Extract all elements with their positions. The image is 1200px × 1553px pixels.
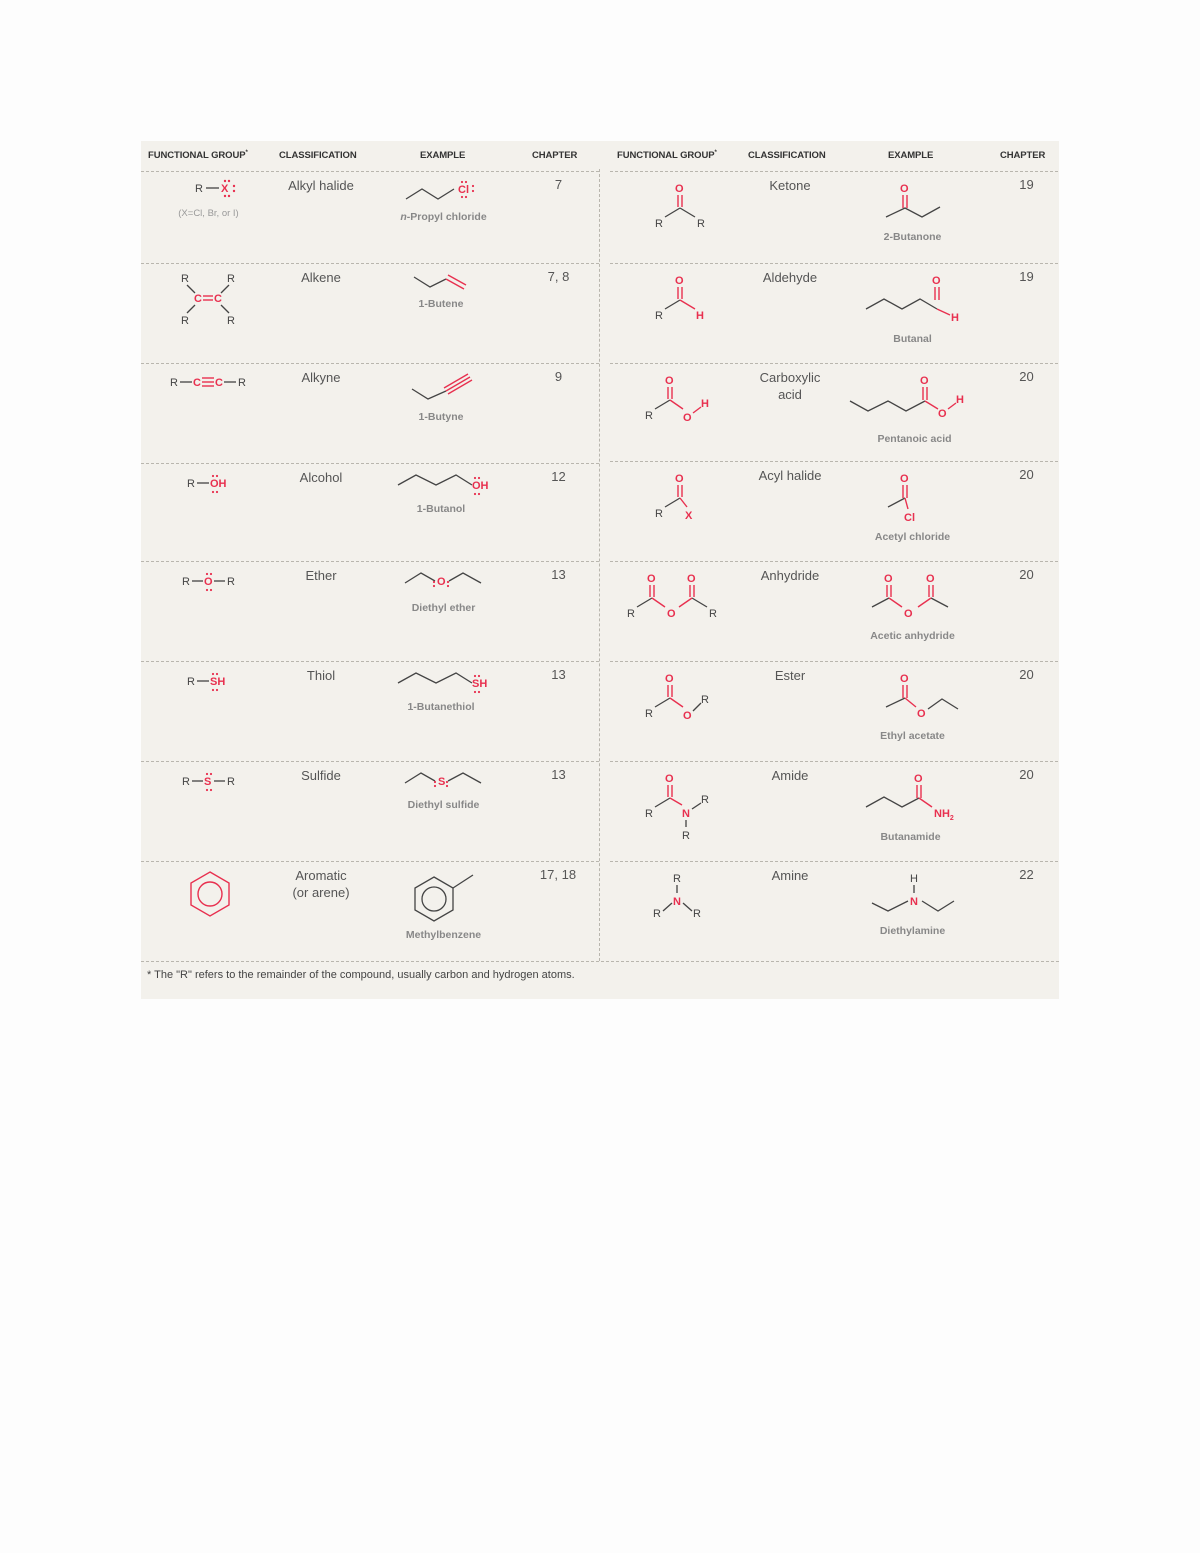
svg-text:O: O [665,375,674,387]
svg-text:NH2: $NH_2$ [934,808,954,822]
svg-text:X: X [221,183,229,195]
svg-text:C: C [214,293,222,305]
svg-text:OH: OH [210,478,227,490]
classification-label: Acyl halide [758,468,822,483]
svg-text:R: R [187,676,195,688]
classification-label: Ether [305,568,337,583]
svg-text:O: O [917,708,926,720]
svg-text:H: H [696,310,704,322]
header-functional-group: FUNCTIONAL GROUP* [617,150,717,162]
svg-text:O: O [900,673,909,685]
example-name: 1-Butanethiol [407,701,475,713]
chapter-number: 20 [1019,369,1034,384]
1-butanethiol-structure [396,665,506,695]
ketone-structure [645,175,715,231]
svg-text:R: R [697,218,705,230]
svg-text:R: R [227,315,235,327]
chapter-number: 13 [551,767,566,782]
anhydride-structure [625,565,735,625]
svg-text:C: C [193,377,201,389]
example-name: Acetic anhydride [870,630,955,642]
chapter-number: 17, 18 [539,867,577,882]
table-row [141,661,599,761]
svg-text:R: R [709,608,717,620]
svg-text:C: C [194,293,202,305]
chapter-number: 19 [1019,177,1034,192]
table-bottom-divider [141,961,1059,962]
chapter-number: 22 [1019,867,1034,882]
svg-text:X: X [685,510,693,522]
svg-text:R: R [181,273,189,285]
svg-text:O: O [667,608,676,620]
chapter-number: 13 [551,667,566,682]
svg-text:R: R [182,776,190,788]
table-row [141,263,599,363]
svg-text:O: O [914,773,923,785]
svg-text:O: O [900,473,909,485]
ether-structure [176,565,256,597]
footnote: * The "R" refers to the remainder of the compound, usually carbon and hydrogen atoms. [147,969,575,981]
example-name: Ethyl acetate [880,730,945,742]
header-functional-group: FUNCTIONAL GROUP* [148,150,248,162]
diethylamine-structure [870,865,970,921]
svg-text:O: O [900,183,909,195]
butanamide-structure [862,765,972,821]
header-classification: CLASSIFICATION [279,150,357,161]
thiol-structure [181,665,261,697]
methylbenzene-structure [409,867,489,923]
example-name: Diethyl sulfide [407,799,480,811]
svg-text:R: R [653,908,661,920]
pentanoic-acid-structure [850,367,980,427]
svg-text:O: O [904,608,913,620]
right-half [600,141,1058,961]
svg-text:O: O [926,573,935,585]
svg-text:SH: SH [210,676,226,688]
chapter-number: 20 [1019,767,1034,782]
classification-label: Alkene [301,270,341,285]
svg-text:R: R [195,183,203,195]
table-row [600,461,1058,561]
svg-text:R: R [227,776,235,788]
svg-text:R: R [238,377,246,389]
svg-text:O: O [204,576,213,588]
svg-text:C: C [215,377,223,389]
svg-text:O: O [884,573,893,585]
example-name: Pentanoic acid [877,433,952,445]
acetic-anhydride-structure [870,565,970,621]
svg-text:R: R [182,576,190,588]
alkyl-halide-structure [181,175,261,205]
svg-text:S: S [204,776,212,788]
classification-label: Sulfide [301,768,341,783]
classification-label: Thiol [306,668,336,683]
svg-text:R: R [682,830,690,842]
svg-text:H: H [701,398,709,410]
example-name: 1-Butene [418,298,464,310]
classification-label: Alkyl halide [288,178,354,193]
svg-text:S: S [438,776,446,788]
svg-text:O: O [675,183,684,195]
svg-text:O: O [932,275,941,287]
chapter-number: 12 [551,469,566,484]
sulfide-structure [176,765,256,797]
svg-text:SH: SH [472,678,488,690]
svg-text:O: O [687,573,696,585]
chapter-number: 20 [1019,467,1034,482]
n-propyl-chloride-structure [396,177,506,205]
chapter-number: 7 [554,177,563,192]
svg-text:R: R [187,478,195,490]
example-name: 2-Butanone [883,231,942,243]
diethyl-ether-structure [401,565,491,595]
classification-label: Amide [771,768,809,783]
svg-text:Cl: Cl [904,512,915,524]
header-chapter: CHAPTER [532,150,578,161]
svg-text:H: H [956,394,964,406]
svg-text:R: R [701,694,709,706]
svg-text:O: O [675,275,684,287]
svg-text:O: O [647,573,656,585]
classification-label: Ketone [769,178,811,193]
svg-text:R: R [170,377,178,389]
example-name: n-Propyl chloride [400,211,487,223]
classification-label: Alkyne [301,370,341,385]
example-name: Acetyl chloride [874,531,951,543]
ethyl-acetate-structure [880,665,970,721]
chapter-number: 19 [1019,269,1034,284]
classification-label: Amine [771,868,809,883]
svg-text:O: O [920,375,929,387]
svg-text:N: N [682,808,690,820]
left-half [141,141,599,961]
table-row [141,171,599,263]
classification-label: Ester [774,668,806,683]
example-name: Diethyl ether [411,602,476,614]
svg-text:R: R [627,608,635,620]
alkene-structure [171,269,251,325]
svg-text:N: N [673,896,681,908]
classification-label: Aldehyde [762,270,818,285]
svg-text:R: R [181,315,189,327]
1-butanol-structure [396,467,506,497]
svg-text:R: R [655,508,663,520]
classification-label: Anhydride [760,568,820,583]
alkyne-structure [166,369,266,393]
table-row [600,861,1058,961]
table-row [600,561,1058,661]
svg-text:R: R [645,708,653,720]
classification-label: Alcohol [299,470,343,485]
svg-text:OH: OH [472,480,489,492]
example-name: Methylbenzene [405,929,482,941]
svg-text:R: R [701,794,709,806]
example-name: Diethylamine [879,925,946,937]
amide-structure [635,765,725,842]
halide-note: (X=Cl, Br, or I) [178,208,239,219]
header-classification: CLASSIFICATION [748,150,826,161]
svg-text:O: O [675,473,684,485]
ester-structure [635,665,725,725]
svg-text:H: H [910,873,918,885]
svg-text:O: O [665,673,674,685]
chapter-number: 7, 8 [547,269,570,284]
table-row [141,561,599,661]
svg-text:O: O [665,773,674,785]
svg-text:N: N [910,896,918,908]
svg-text:R: R [655,310,663,322]
table-row [600,761,1058,861]
butanal-structure [860,267,970,323]
example-name: 1-Butyne [418,411,464,423]
benzene-ring-icon [185,869,235,919]
alcohol-structure [181,467,261,499]
table-row [141,861,599,961]
svg-text:R: R [645,410,653,422]
svg-text:R: R [655,218,663,230]
table-row [600,171,1058,263]
chapter-number: 20 [1019,667,1034,682]
2-butanone-structure [880,175,960,225]
table-row [600,661,1058,761]
svg-text:R: R [227,273,235,285]
svg-text:O: O [683,710,692,722]
svg-text:O: O [437,576,446,588]
acyl-halide-structure [645,465,715,525]
table-row [141,761,599,861]
table-row [600,263,1058,363]
svg-text:R: R [673,873,681,885]
aldehyde-structure [645,267,715,323]
table-row [141,463,599,561]
chapter-number: 9 [554,369,563,384]
table-row [141,363,599,463]
diethyl-sulfide-structure [401,765,491,795]
svg-text:R: R [693,908,701,920]
header-example: EXAMPLE [420,150,466,161]
example-name: Butanamide [880,831,941,843]
carboxylic-acid-structure [635,367,725,427]
header-chapter: CHAPTER [1000,150,1046,161]
svg-text:O: O [938,408,947,420]
svg-text:O: O [683,412,692,424]
classification-label: Carboxylic acid [759,370,821,402]
svg-text:R: R [227,576,235,588]
1-butene-structure [406,269,486,291]
amine-structure [645,865,715,921]
chapter-number: 13 [551,567,566,582]
header-example: EXAMPLE [888,150,934,161]
svg-text:Cl: Cl [458,184,469,196]
example-name: Butanal [893,333,932,345]
acetyl-chloride-structure [880,465,960,525]
svg-text:R: R [645,808,653,820]
functional-groups-table [141,141,1059,999]
1-butyne-structure [406,371,486,403]
svg-text:H: H [951,312,959,324]
chapter-number: 20 [1019,567,1034,582]
table-row [600,363,1058,461]
example-name: 1-Butanol [416,503,466,515]
classification-label: Aromatic (or arene) [292,868,350,900]
